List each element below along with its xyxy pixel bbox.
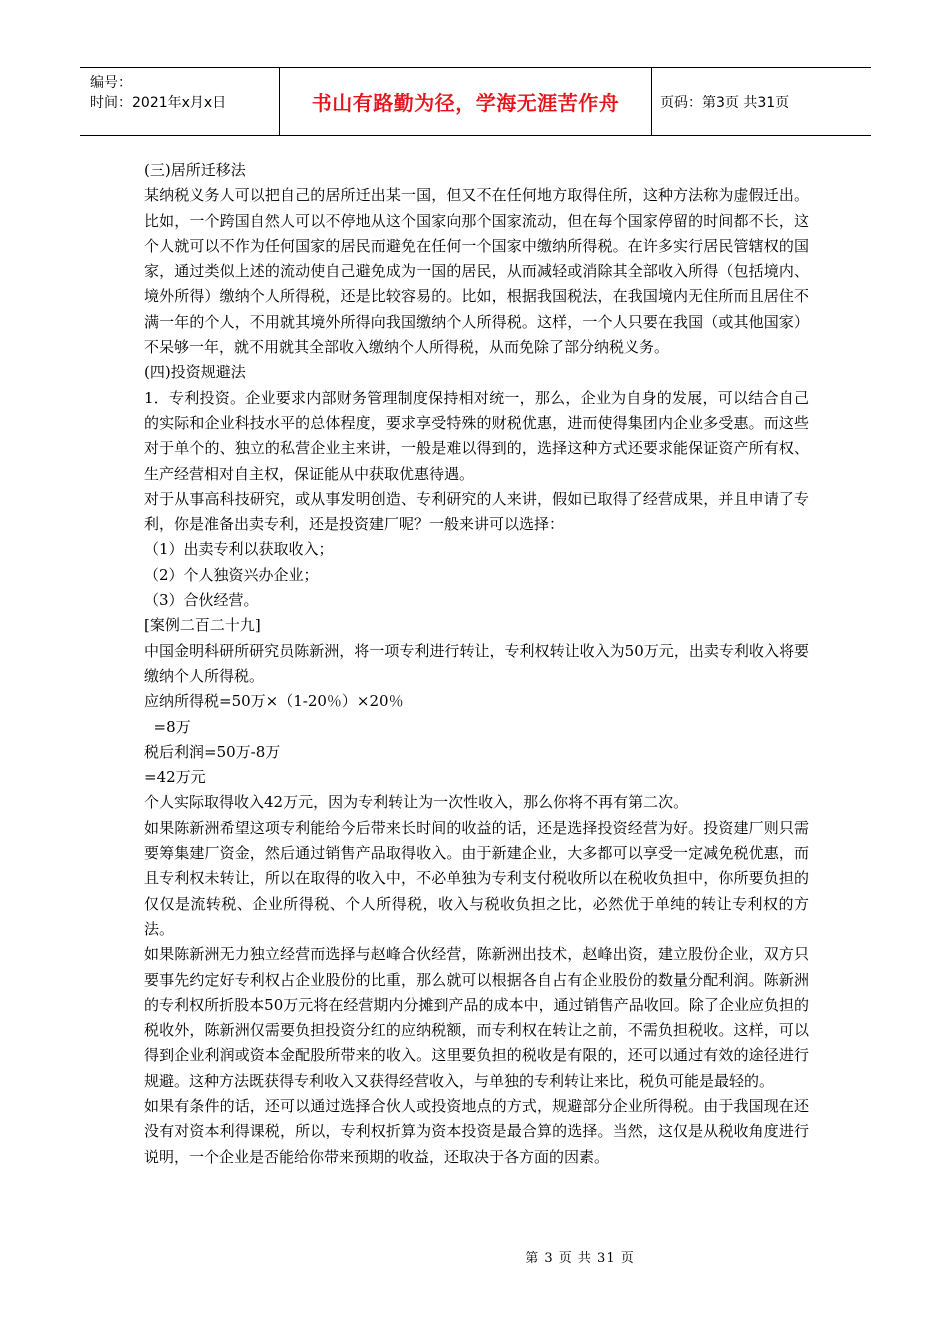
paragraph: 如果陈新洲无力独立经营而选择与赵峰合伙经营，陈新洲出技术，赵峰出资，建立股份企业，双方只要事先约定好专利权占企业股份的比重，那么就可以根据各自占有企业股份的数量分配利润。陈新洲的专利权所折股本50万元将在经营期内分摊到产品的成本中，通过销售产品收回。除了企业应负担的税收外，陈新洲仅需要负担投资分红的应纳税额，而专利权在转让之前，不需负担税收。这样，可以得到企业利润或资本金配股所带来的收入。这里要负担的税收是有限的，还可以通过有效的途径进行规避。这种方法既获得专利收入又获得经营收入，与单独的专利转让来比，税负可能是最轻的。 [144,945,809,1090]
list-item: （2）个人独资兴办企业； [144,565,319,584]
header-page-number: 页码：第3页 共31页 [660,94,790,111]
formula-line: =8万 [144,717,191,736]
formula-line: =42万元 [144,768,206,787]
paragraph: 如果陈新洲希望这项专利能给今后带来长时间的收益的话，还是选择投资经营为好。投资建厂则只需要筹集建厂资金，然后通过销售产品取得收入。由于新建企业，大多都可以享受一定减免税优惠，而且专利权未转让，所以在取得的收入中，不必单独为专利支付税收所以在税收负担中，你所要负担的仅仅是流转税、企业所得税、个人所得税，收入与税收负担之比，必然优于单纯的转让专利权的方法。 [144,818,809,938]
paragraph: 1．专利投资。企业要求内部财务管理制度保持相对统一，那么，企业为自身的发展，可以结合自己的实际和企业科技水平的总体程度，要求享受特殊的财税优惠，进而使得集团内企业多受惠。而这些对于单个的、独立的私营企业主来讲，一般是难以得到的，选择这种方式还要求能保证资产所有权、生产经营相对自主权，保证能从中获取优惠待遇。 [144,388,809,483]
paragraph: 中国金明科研所研究员陈新洲，将一项专利进行转让，专利权转让收入为50万元，出卖专利收入将要缴纳个人所得税。 [144,641,809,685]
header-motto: 书山有路勤为径，学海无涯苦作舟 [280,68,652,135]
document-date-label: 时间：2021年x月x日 [90,95,227,111]
paragraph: 对于从事高科技研究，或从事发明创造、专利研究的人来讲，假如已取得了经营成果，并且申请了专利，你是准备出卖专利，还是投资建厂呢？一般来讲可以选择： [144,489,809,534]
formula-line: 税后利润=50万-8万 [144,742,281,761]
section-heading: (四)投资规避法 [144,363,246,382]
paragraph: 个人实际取得收入42万元，因为专利转让为一次性收入，那么你将不再有第二次。 [144,793,689,812]
header-meta-cell [80,68,280,135]
list-item: （1）出卖专利以获取收入； [144,540,334,559]
paragraph: 如果有条件的话，还可以通过选择合伙人或投资地点的方式，规避部分企业所得税。由于我国现在还没有对资本利得课税，所以，专利权折算为资本投资是最合算的选择。当然，这仅是从税收角度进行说明，一个企业是否能给你带来预期的收益，还取决于各方面的因素。 [144,1096,809,1166]
list-item: （3）合伙经营。 [144,591,259,610]
document-body [144,158,809,1170]
formula-line: 应纳所得税=50万×（1-20％）×20％ [144,692,404,711]
document-number-label: 编号： [90,75,132,91]
case-heading: [案例二百二十九] [144,616,261,635]
paragraph: 某纳税义务人可以把自己的居所迁出某一国，但又不在任何地方取得住所，这种方法称为虚假迁出。比如，一个跨国自然人可以不停地从这个国家向那个国家流动，但在每个国家停留的时间都不长，这个人就可以不作为任何国家的居民而避免在任何一个国家中缴纳所得税。在许多实行居民管辖权的国家，通过类似上述的流动使自己避免成为一国的居民，从而减轻或消除其全部收入所得（包括境内、境外所得）缴纳个人所得税，还是比较容易的。比如，根据我国税法，在我国境内无住所而且居住不满一年的个人，不用就其境外所得向我国缴纳个人所得税。这样，一个人只要在我国（或其他国家）不呆够一年，就不用就其全部收入缴纳个人所得税，从而免除了部分纳税义务。 [144,186,809,357]
page-header [80,67,871,136]
footer-page-number: 第 3 页 共 31 页 [525,1251,635,1266]
page-footer [0,1247,950,1266]
section-heading: (三)居所迁移法 [144,161,246,179]
